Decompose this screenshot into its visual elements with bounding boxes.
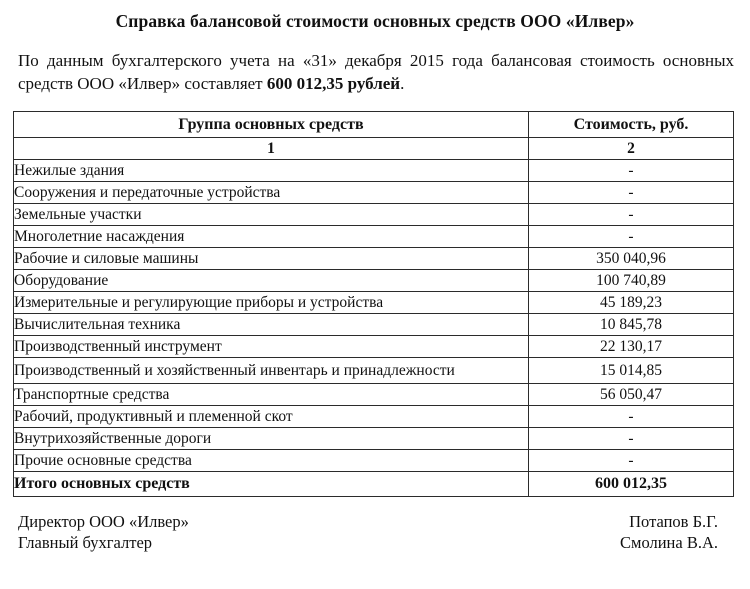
signature-line — [18, 532, 718, 553]
row-group-name: Сооружения и передаточные устройства — [14, 182, 529, 204]
table-row — [14, 450, 734, 472]
row-group-name: Измерительные и регулирующие приборы и устройства — [14, 292, 529, 314]
signature-block — [18, 511, 718, 553]
signature-line — [18, 511, 718, 532]
row-value: - — [529, 406, 734, 428]
intro-text-after: . — [400, 74, 405, 93]
intro-text-before: По данным бухгалтерского учета на «31» декабря 2015 года балансовая стоимость основных средств ООО «Илвер» составляет — [18, 51, 734, 93]
document-title: Справка балансовой стоимости основных средств ООО «Илвер» — [115, 11, 635, 31]
row-group-name: Нежилые здания — [14, 160, 529, 182]
table-row — [14, 292, 734, 314]
column-number-group: 1 — [14, 138, 529, 160]
signatory-name: Смолина В.А. — [620, 533, 718, 552]
table-row — [14, 248, 734, 270]
table-row — [14, 160, 734, 182]
signatory-role: Директор ООО «Илвер» — [18, 512, 189, 531]
table-row — [14, 204, 734, 226]
row-value: - — [529, 450, 734, 472]
row-value: 45 189,23 — [529, 292, 734, 314]
table-column-number-row — [14, 138, 734, 160]
table-row — [14, 336, 734, 358]
row-value: 15 014,85 — [529, 358, 734, 384]
header-value: Стоимость, руб. — [529, 112, 734, 138]
column-number-value: 2 — [529, 138, 734, 160]
row-value: - — [529, 204, 734, 226]
row-group-name-text: Производственный и хозяйственный инвентарь и принадлежности — [14, 361, 455, 379]
table-row — [14, 384, 734, 406]
table-body — [14, 160, 734, 472]
row-value: - — [529, 160, 734, 182]
row-value: - — [529, 428, 734, 450]
row-group-name — [14, 358, 529, 384]
row-value: 10 845,78 — [529, 314, 734, 336]
total-label: Итого основных средств — [14, 472, 529, 497]
row-group-name: Прочие основные средства — [14, 450, 529, 472]
table-row — [14, 182, 734, 204]
row-value: - — [529, 226, 734, 248]
row-group-name: Земельные участки — [14, 204, 529, 226]
fixed-assets-table-wrapper — [13, 111, 733, 497]
table-row — [14, 428, 734, 450]
total-value: 600 012,35 — [529, 472, 734, 497]
row-group-name: Оборудование — [14, 270, 529, 292]
row-group-name: Внутрихозяйственные дороги — [14, 428, 529, 450]
row-group-name: Рабочие и силовые машины — [14, 248, 529, 270]
table-head — [14, 112, 734, 160]
row-group-name: Вычислительная техника — [14, 314, 529, 336]
row-group-name: Транспортные средства — [14, 384, 529, 406]
table-header-row — [14, 112, 734, 138]
table-row — [14, 358, 734, 384]
table-foot — [14, 472, 734, 497]
intro-amount: 600 012,35 рублей — [266, 74, 401, 93]
row-value: 100 740,89 — [529, 270, 734, 292]
table-total-row — [14, 472, 734, 497]
intro-paragraph — [18, 49, 734, 95]
row-group-name: Многолетние насаждения — [14, 226, 529, 248]
signatory-role: Главный бухгалтер — [18, 533, 153, 552]
document-page — [0, 10, 750, 589]
row-group-name: Производственный инструмент — [14, 336, 529, 358]
header-group-name: Группа основных средств — [14, 112, 529, 138]
row-value: 22 130,17 — [529, 336, 734, 358]
row-value: 56 050,47 — [529, 384, 734, 406]
table-row — [14, 226, 734, 248]
fixed-assets-table — [13, 111, 734, 497]
table-row — [14, 270, 734, 292]
row-value: - — [529, 182, 734, 204]
signatory-name: Потапов Б.Г. — [629, 512, 718, 531]
row-value: 350 040,96 — [529, 248, 734, 270]
row-group-name: Рабочий, продуктивный и племенной скот — [14, 406, 529, 428]
table-row — [14, 314, 734, 336]
table-row — [14, 406, 734, 428]
